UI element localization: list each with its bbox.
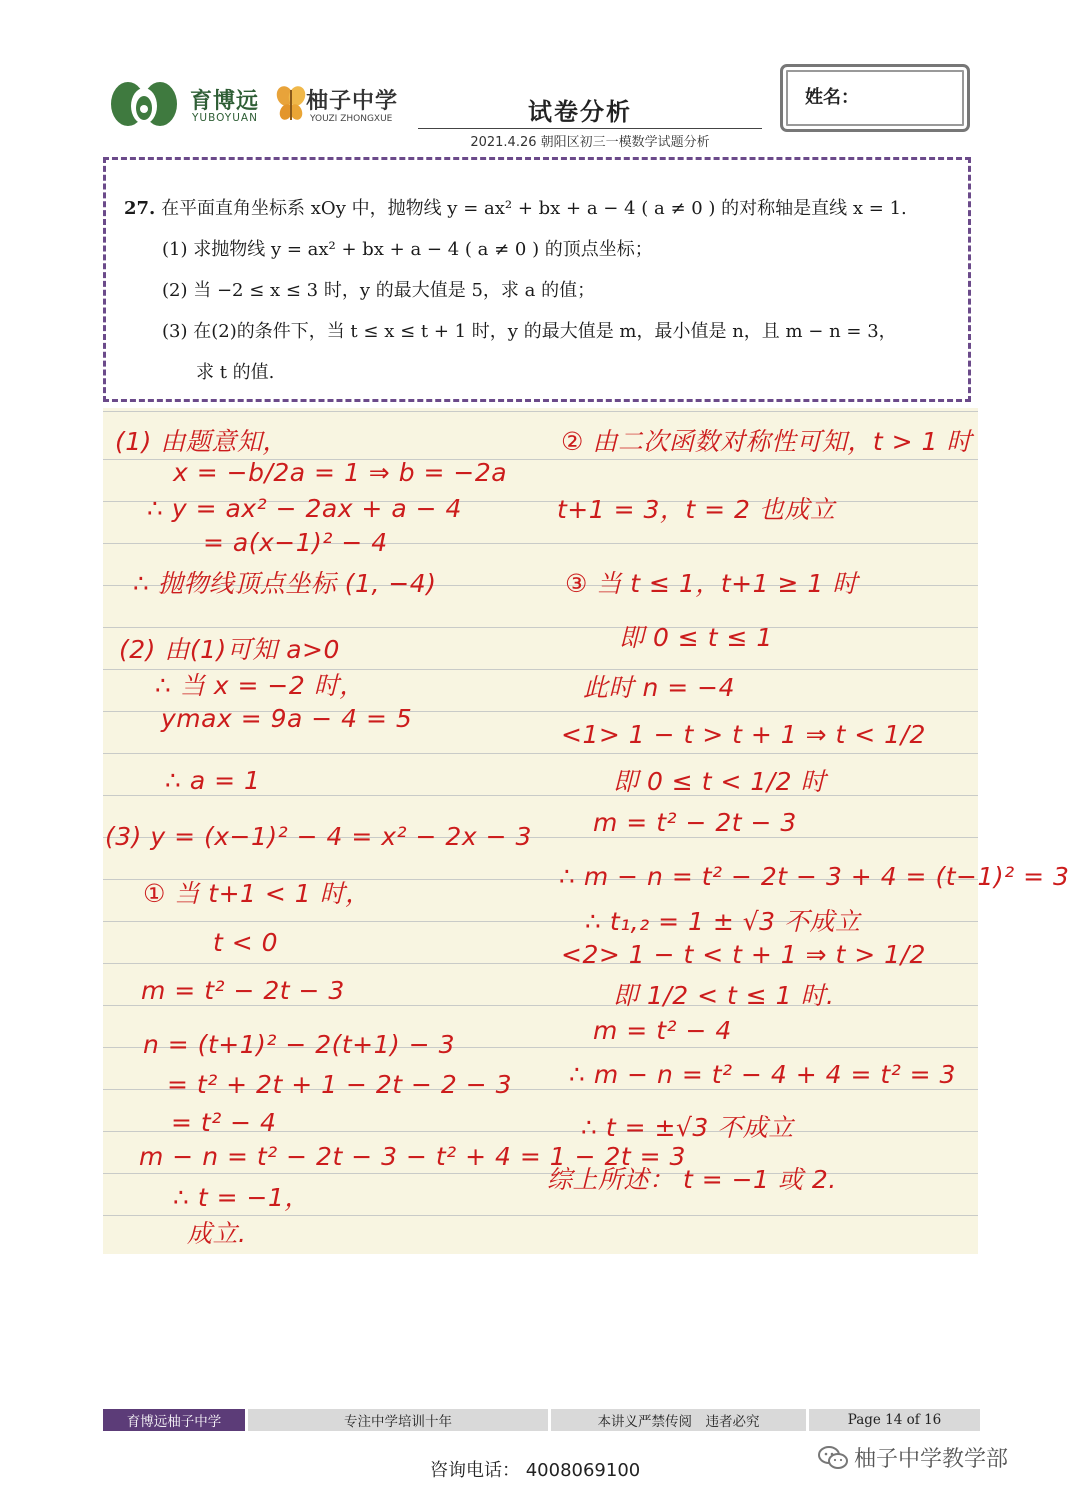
solution-line: ∴ m − n = t² − 2t − 3 + 4 = (t−1)² = 3 xyxy=(559,862,1070,891)
page-subtitle: 2021.4.26 朝阳区初三一模数学试题分析 xyxy=(470,135,710,150)
solution-line: = a(x−1)² − 4 xyxy=(203,528,388,557)
solution-line: 即 1/2 < t ≤ 1 时. xyxy=(613,981,835,1010)
wechat-icon xyxy=(818,1445,848,1471)
solution-line: ∴ t = ±√3 不成立 xyxy=(581,1113,794,1142)
footer-notice: 本讲义严禁传阅 违者必究 xyxy=(548,1409,806,1431)
solution-line: m = t² − 4 xyxy=(593,1016,732,1045)
contact-phone: 咨询电话： 4008069100 xyxy=(430,1460,641,1481)
page-title: 试卷分析 xyxy=(528,98,632,126)
solution-line: m − n = t² − 2t − 3 − t² + 4 = 1 − 2t = 3 xyxy=(139,1142,686,1171)
footer-slogan: 专注中学培训十年 xyxy=(245,1409,548,1431)
solution-line: n = (t+1)² − 2(t+1) − 3 xyxy=(143,1030,456,1059)
solution-line: 此时 n = −4 xyxy=(583,673,735,702)
name-field[interactable] xyxy=(780,64,970,132)
solution-line: x = −b/2a = 1 ⇒ b = −2a xyxy=(173,458,508,487)
brand-logo xyxy=(108,78,408,130)
name-label: 姓名： xyxy=(805,87,859,108)
solution-line: = t² − 4 xyxy=(171,1108,277,1137)
wechat-watermark xyxy=(818,1442,1008,1473)
butterfly-icon xyxy=(276,84,306,124)
solution-line: (2) 由(1)可知 a>0 xyxy=(119,635,340,664)
title-divider xyxy=(418,128,762,129)
solution-line: ∴ m − n = t² − 4 + 4 = t² = 3 xyxy=(569,1060,956,1089)
solution-line: ② 由二次函数对称性可知，t > 1 时 xyxy=(561,427,972,456)
solution-line: <1> 1 − t > t + 1 ⇒ t < 1/2 xyxy=(561,720,926,749)
brand-primary-sub: YUBOYUAN xyxy=(192,112,258,124)
question-stem-text: 在平面直角坐标系 xOy 中，抛物线 y = ax² + bx + a − 4 ( a ≠ 0 ) 的对称轴是直线 x = 1. xyxy=(161,198,907,219)
solution-line: ∴ a = 1 xyxy=(165,766,261,795)
question-part-2: (2) 当 −2 ≤ x ≤ 3 时，y 的最大值是 5，求 a 的值； xyxy=(162,280,596,301)
solution-line: t+1 = 3，t = 2 也成立 xyxy=(557,495,836,524)
solution-line: ∴ t = −1， xyxy=(173,1183,310,1212)
solution-line: m = t² − 2t − 3 xyxy=(141,976,345,1005)
solution-notebook xyxy=(103,408,1070,1254)
footer-page-number: Page 14 of 16 xyxy=(806,1409,980,1431)
question-stem xyxy=(124,194,907,220)
footer-org: 育博远柚子中学 xyxy=(103,1409,245,1431)
brand-secondary: 柚子中学 xyxy=(306,89,399,114)
wechat-account-name: 柚子中学教学部 xyxy=(854,1447,1009,1472)
solution-line: 即 0 ≤ t < 1/2 时 xyxy=(613,767,827,796)
solution-line: ③ 当 t ≤ 1，t+1 ≥ 1 时 xyxy=(565,569,858,598)
question-box xyxy=(103,157,971,402)
solution-line: ymax = 9a − 4 = 5 xyxy=(161,704,413,733)
yuboyuan-logo-icon xyxy=(108,78,192,130)
question-part-1: (1) 求抛物线 y = ax² + bx + a − 4 ( a ≠ 0 ) 的顶点坐标； xyxy=(162,239,653,260)
brand-secondary-sub: YOUZI ZHONGXUE xyxy=(310,114,393,124)
solution-line: 成立. xyxy=(187,1219,247,1248)
solution-line: (3) y = (x−1)² − 4 = x² − 2x − 3 xyxy=(105,822,532,851)
solution-line: ∴ 抛物线顶点坐标 (1, −4) xyxy=(133,569,437,598)
question-number: 27. xyxy=(124,198,156,219)
solution-line: m = t² − 2t − 3 xyxy=(593,808,797,837)
solution-line: ∴ y = ax² − 2ax + a − 4 xyxy=(147,494,462,523)
solution-line: ① 当 t+1 < 1 时， xyxy=(143,879,371,908)
solution-line: 即 0 ≤ t ≤ 1 xyxy=(619,623,773,652)
page-footer xyxy=(103,1409,980,1431)
solution-line: ∴ t₁,₂ = 1 ± √3 不成立 xyxy=(585,907,861,936)
question-part-3-cont: 求 t 的值. xyxy=(196,362,275,383)
solution-line: ∴ 当 x = −2 时， xyxy=(155,671,365,700)
brand-primary: 育博远 xyxy=(190,89,260,114)
solution-line: <2> 1 − t < t + 1 ⇒ t > 1/2 xyxy=(561,940,926,969)
question-part-3: (3) 在(2)的条件下，当 t ≤ x ≤ t + 1 时，y 的最大值是 m，最小值是 n，且 m − n = 3， xyxy=(162,321,897,342)
solution-line: = t² + 2t + 1 − 2t − 2 − 3 xyxy=(167,1070,513,1099)
solution-line: 综上所述： t = −1 或 2. xyxy=(547,1165,837,1194)
solution-line: (1) 由题意知， xyxy=(115,427,288,456)
solution-line: t < 0 xyxy=(213,928,279,957)
